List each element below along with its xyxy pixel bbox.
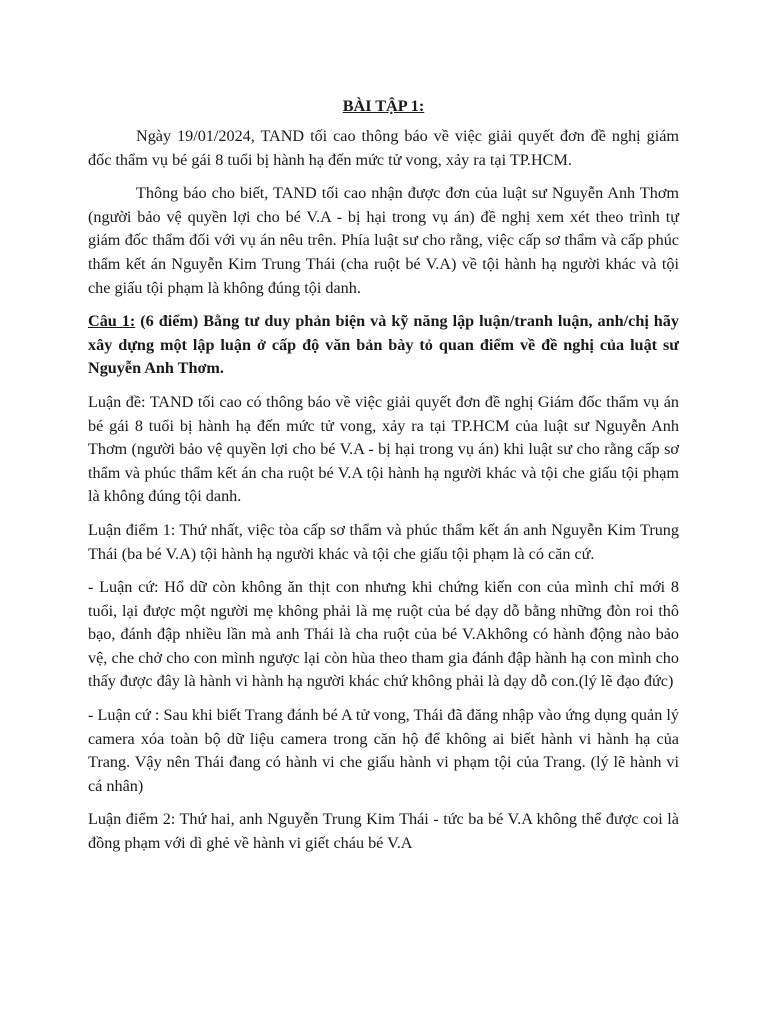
document-body bbox=[88, 125, 679, 866]
question-1 bbox=[88, 310, 679, 381]
document-page bbox=[88, 0, 679, 1024]
paragraph-announcement: Thông báo cho biết, TAND tối cao nhận được đơn của luật sư Nguyễn Anh Thơm (người bảo vệ quyền lợi cho bé V.A - bị hại trong vụ án) đề nghị xem xét theo trình tự giám đốc thẩm đối với vụ án nêu trên. Phía luật sư cho rằng, việc cấp sơ thẩm và cấp phúc thẩm kết án Nguyễn Kim Trung Thái (cha ruột bé V.A) về tội hành hạ người khác và tội che giấu tội phạm là không đúng tội danh. bbox=[88, 184, 679, 297]
question-1-label: Câu 1: bbox=[88, 312, 136, 331]
question-1-text: (6 điểm) Bằng tư duy phản biện và kỹ năng lập luận/tranh luận, anh/chị hãy xây dựng một lập luận ở cấp độ văn bản bày tỏ quan điểm về đề nghị của luật sư Nguyễn Anh Thơm. bbox=[88, 312, 679, 378]
paragraph-evidence-2: - Luận cứ : Sau khi biết Trang đánh bé A tử vong, Thái đã đăng nhập vào ứng dụng quản lý camera xóa toàn bộ dữ liệu camera trong căn hộ để không ai biết hành vi hành hạ của Trang. Vậy nên Thái đang có hành vi che giấu hành vi phạm tội của Trang. (lý lẽ hành vi cá nhân) bbox=[88, 706, 679, 795]
paragraph-argument-2: Luận điểm 2: Thứ hai, anh Nguyễn Trung Kim Thái - tức ba bé V.A không thể được coi là đồng phạm với dì ghẻ về hành vi giết cháu bé V.A bbox=[88, 810, 679, 853]
document-title: BÀI TẬP 1: bbox=[342, 97, 425, 115]
paragraph-news-date: Ngày 19/01/2024, TAND tối cao thông báo về việc giải quyết đơn đề nghị giám đốc thẩm vụ bé gái 8 tuổi bị hành hạ đến mức tử vong, xảy ra tại TP.HCM. bbox=[88, 127, 679, 169]
paragraph-thesis: Luận đề: TAND tối cao có thông báo về việc giải quyết đơn đề nghị Giám đốc thẩm vụ án bé gái 8 tuổi bị hành hạ đến mức tử vong, xảy ra tại TP.HCM của luật sư Nguyễn Anh Thơm (người bảo vệ quyền lợi cho bé V.A - bị hại trong vụ án) khi luật sư cho rằng cấp sơ thẩm và phúc thẩm kết án cha ruột bé V.A tội hành hạ người khác và tội che giấu tội phạm là không đúng tội danh. bbox=[88, 392, 679, 506]
paragraph-evidence-1: - Luận cứ: Hổ dữ còn không ăn thịt con nhưng khi chứng kiến con của mình chỉ mới 8 tuổi, lại được một người mẹ không phải là mẹ ruột của bé dạy dỗ bằng những đòn roi thô bạo, đánh đập nhiều lần mà anh Thái là cha ruột của bé V.Akhông có hành động nào bảo vệ, che chở cho con mình ngược lại còn hùa theo tham gia đánh đập hành hạ con mình cho thấy được đây là hành vi hành hạ người khác chứ không phải là dạy dỗ con.(lý lẽ đạo đức) bbox=[88, 578, 679, 691]
paragraph-argument-1: Luận điểm 1: Thứ nhất, việc tòa cấp sơ thẩm và phúc thẩm kết án anh Nguyễn Kim Trung Thái (ba bé V.A) tội hành hạ người khác và tội che giấu tội phạm là có căn cứ. bbox=[88, 520, 679, 563]
